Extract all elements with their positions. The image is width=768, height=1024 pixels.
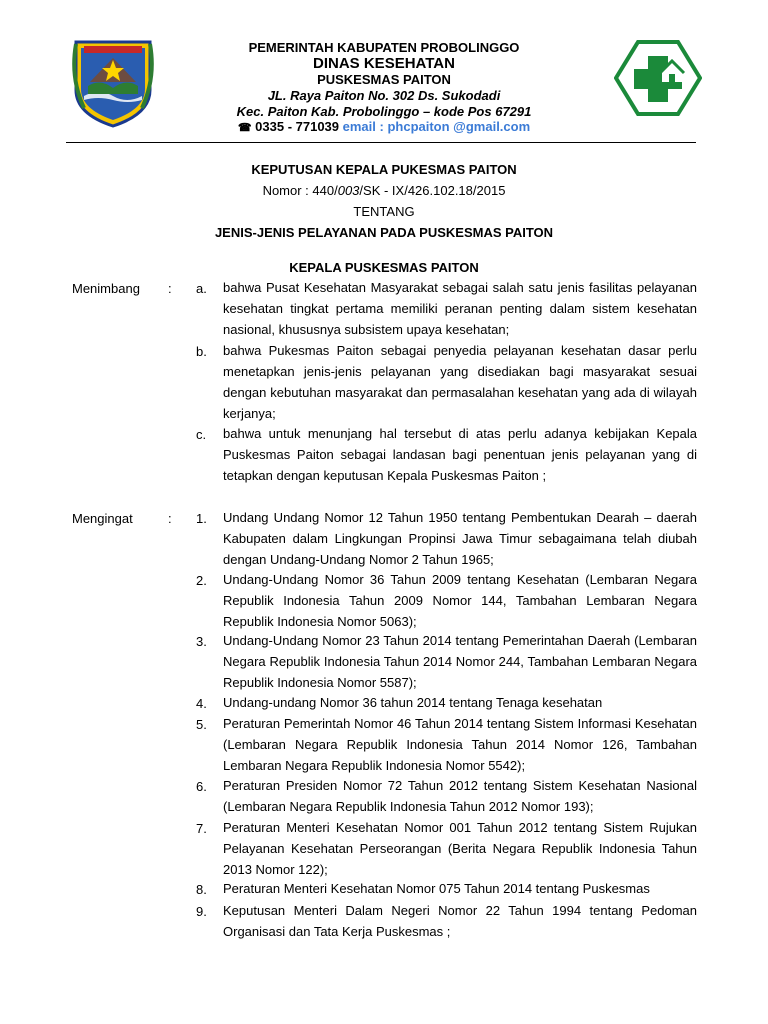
puskesmas-name: PUSKESMAS PAITON	[317, 72, 451, 87]
list-marker: c.	[196, 427, 207, 442]
list-marker: 5.	[196, 717, 207, 732]
list-marker: 4.	[196, 696, 207, 711]
street-address: JL. Raya Paiton No. 302 Ds. Sukodadi	[267, 88, 501, 103]
mengingat-item-9: Keputusan Menteri Dalam Negeri Nomor 22 Tahun 1994 tentang Pedoman Organisasi dan Tata Kerja Puskesmas ;	[223, 903, 697, 939]
contact-line	[0, 119, 768, 134]
list-marker: 9.	[196, 904, 207, 919]
mengingat-colon: :	[168, 511, 172, 526]
decree-subject: JENIS-JENIS PELAYANAN PADA PUSKESMAS PAITON	[214, 225, 554, 240]
letterhead-divider	[66, 142, 696, 143]
mengingat-label: Mengingat	[72, 511, 133, 526]
agency-name: DINAS KESEHATAN	[313, 55, 455, 72]
mengingat-item-4: Undang-undang Nomor 36 tahun 2014 tentang Tenaga kesehatan	[223, 695, 603, 710]
menimbang-item-c: bahwa untuk menunjang hal tersebut di atas perlu adanya kebijakan Kepala Puskesmas Paiton sebagai landasan bagi penentuan jenis pelayanan yang di tetapkan dengan keputusan Kepala Puskesmas Paiton ;	[223, 426, 697, 483]
mengingat-item-2: Undang-Undang Nomor 36 Tahun 2009 tentang Kesehatan (Lembaran Negara Republik Indonesia Tahun 2009 Nomor 144, Tambahan Lembaran Negara Republik Indonesia Nomor 5063);	[223, 572, 697, 629]
list-marker: 1.	[196, 511, 207, 526]
telephone-icon: ☎	[237, 122, 252, 134]
list-marker: 7.	[196, 821, 207, 836]
mengingat-item-5: Peraturan Pemerintah Nomor 46 Tahun 2014 tentang Sistem Informasi Kesehatan (Lembaran Negara Republik Indonesia Tahun 2014 Nomor 126, Tambahan Lembaran Negara Republik Indonesia Nomor 5542);	[223, 716, 697, 773]
district-address: Kec. Paiton Kab. Probolinggo – kode Pos 67291	[236, 104, 532, 119]
tentang-label: TENTANG	[353, 204, 415, 219]
decree-title: KEPUTUSAN KEPALA PUKESMAS PAITON	[251, 162, 517, 177]
list-marker: 3.	[196, 634, 207, 649]
email-label: email :	[342, 119, 384, 134]
authority-title: KEPALA PUSKESMAS PAITON	[289, 260, 479, 275]
mengingat-item-1: Undang Undang Nomor 12 Tahun 1950 tentang Pembentukan Dearah – daerah Kabupaten dalam Lingkungan Propinsi Jawa Timur sebagaimana telah diubah dengan Undang-Undang Nomor 2 Tahun 1965;	[223, 510, 697, 567]
menimbang-label: Menimbang	[72, 281, 140, 296]
list-marker: 2.	[196, 573, 207, 588]
menimbang-item-b: bahwa Pukesmas Paiton sebagai penyedia pelayanan kesehatan dasar perlu menetapkan jenis-jenis pelayanan yang disediakan bagi masyarakat sesuai dengan kebutuhan masyarakat dan permasalahan kesehatan yang ada di wilayah kerjanya;	[223, 343, 697, 421]
menimbang-colon: :	[168, 281, 172, 296]
mengingat-item-7: Peraturan Menteri Kesehatan Nomor 001 Tahun 2012 tentang Sistem Rujukan Pelayanan Kesehatan Perseorangan (Berita Negara Republik Indonesia Tahun 2013 Nomor 122);	[223, 820, 697, 877]
list-marker: 8.	[196, 882, 207, 897]
mengingat-item-3: Undang-Undang Nomor 23 Tahun 2014 tentang Pemerintahan Daerah (Lembaran Negara Republik Indonesia Tahun 2014 Nomor 244, Tambahan Lembaran Negara Republik Indonesia Nomor 5587);	[223, 633, 697, 690]
list-marker: a.	[196, 281, 207, 296]
mengingat-item-6: Peraturan Presiden Nomor 72 Tahun 2012 tentang Sistem Kesehatan Nasional (Lembaran Negara Republik Indonesia Tahun 2012 Nomor 193);	[223, 778, 697, 814]
phone-number: 0335 - 771039	[255, 119, 340, 134]
decree-number: Nomor : 440/003/SK - IX/426.102.18/2015	[262, 183, 506, 198]
list-marker: b.	[196, 344, 207, 359]
government-name: PEMERINTAH KABUPATEN PROBOLINGGO	[248, 40, 520, 55]
mengingat-item-8: Peraturan Menteri Kesehatan Nomor 075 Tahun 2014 tentang Puskesmas	[223, 881, 650, 896]
email-address[interactable]: phcpaiton @gmail.com	[387, 119, 531, 134]
menimbang-item-a: bahwa Pusat Kesehatan Masyarakat sebagai salah satu jenis fasilitas pelayanan kesehatan tingkat pertama memiliki peranan penting dalam sistem kesehatan nasional, khususnya subsistem upaya kesehatan;	[223, 280, 697, 337]
list-marker: 6.	[196, 779, 207, 794]
